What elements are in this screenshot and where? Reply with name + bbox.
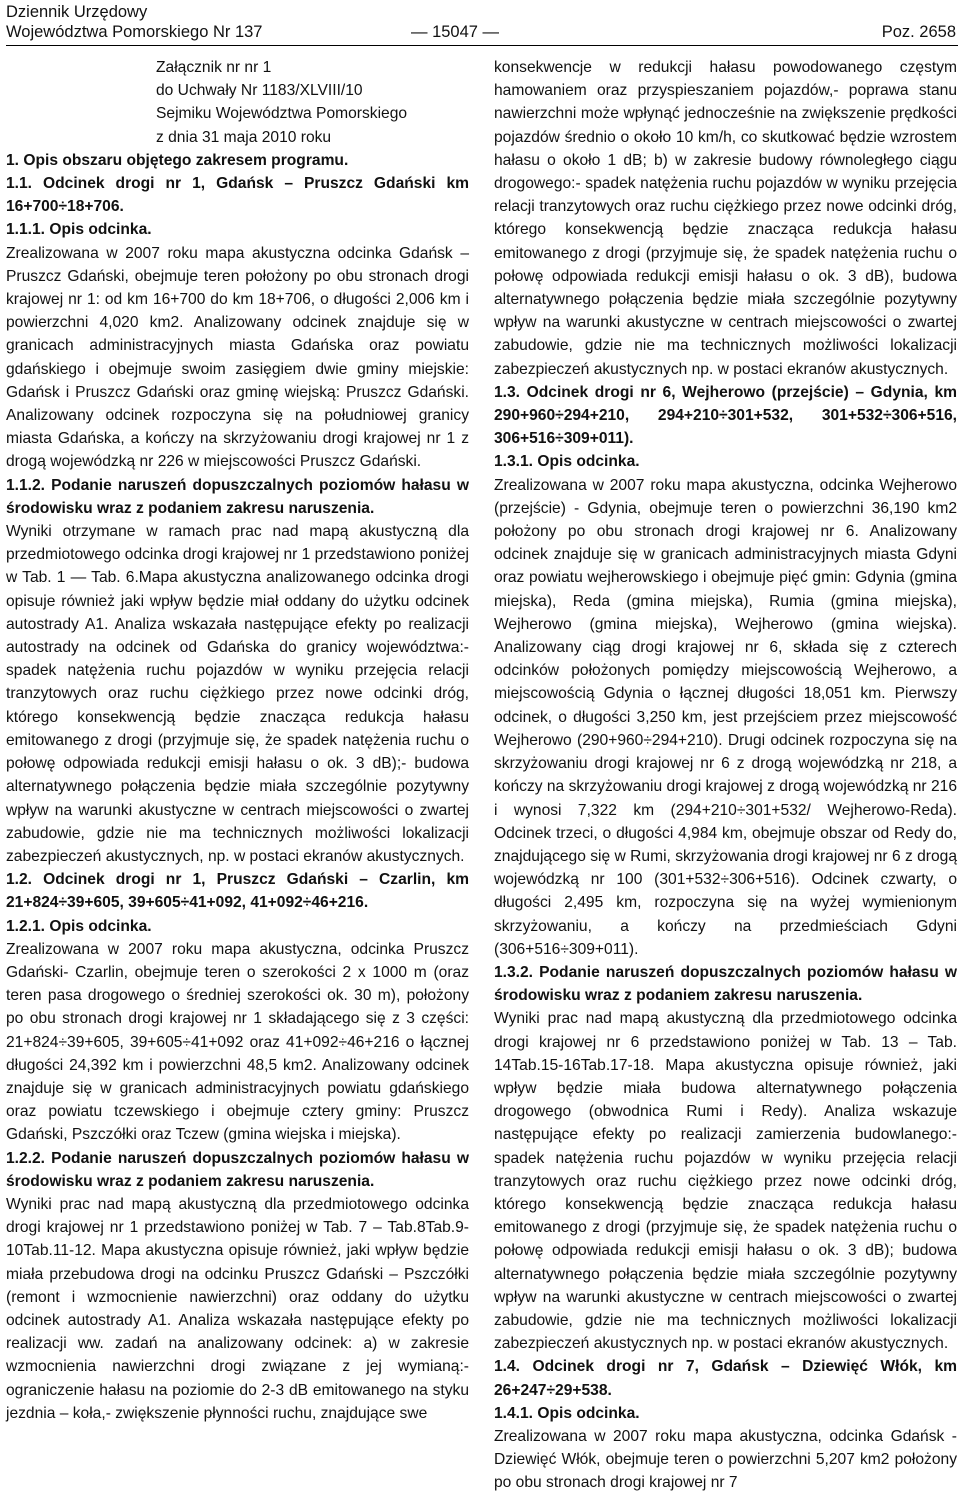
section-heading: 1.2. Odcinek drogi nr 1, Pruszcz Gdański – Czarlin, km 21+824÷39+605, 39+605÷41+092, 41+092÷46+216. — [6, 871, 469, 912]
section-heading: 1.3.1. Opis odcinka. — [494, 453, 640, 471]
journal-issue: Województwa Pomorskiego Nr 137 — [6, 23, 263, 41]
page-number: — 15047 — — [411, 23, 500, 41]
section-heading: 1.1. Odcinek drogi nr 1, Gdańsk – Pruszcz Gdański km 16+700÷18+706. — [6, 175, 469, 216]
section-heading: 1.3.2. Podanie naruszeń dopuszczalnych poziomów hałasu w środowisku wraz z podaniem zakresu naruszenia. — [494, 963, 957, 1005]
position-number: Poz. 2658 — [881, 23, 956, 41]
paragraph: Zrealizowana w 2007 roku mapa akustyczna, odcinka Wejherowo (przejście) - Gdynia, obejmuje teren o powierzchni 36,190 km2 położony po obu stronach drogi krajowej nr 6. Analizowany odcinek znajduje się w granicach administracyjnych miasta Gdyni oraz powiatu wejherowskiego i obejmuje pięć gmin: Gdynia (gmina miejska), Reda (gmina miejska), Rumia (gmina miejska), Wejherowo (gmina miejska), Wejherowo (gmina wiejska). Analizowany ciąg drogi krajowej nr 6, składa się z czterech odcinków położonych pomiędzy miejscowością Wejherowo, a miejscowością Gdynia o łącznej długości 18,051 km. Pierwszy odcinek, o długości 3,250 km, jest przejściem przez miejscowość Wejherowo (290+960÷294+210). Drugi odcinek rozpoczyna się na skrzyżowaniu drogi krajowej nr 6 z drogą wojewódzką nr 218, a kończy na skrzyżowaniu drogi krajowej z drogą wojewódzką nr 216 i wynosi 7,322 km (294+210÷301+532/ Wejherowo-Reda). Odcinek trzeci, o długości 4,984 km, obejmuje obszar od Redy do, znajdującego się w Rumi, skrzyżowania drogi krajowej nr 6 z drogą wojewódzką nr 100 (301+532÷306+516). Odcinek czwarty, o długości 2,495 km, rozpoczyna się na wyżej wymienionym skrzyżowaniu, a kończy na przedmieściach Gdyni (306+516÷309+011). — [494, 476, 957, 958]
paragraph: Zrealizowana w 2007 roku mapa akustyczna, odcinka Gdańsk - Dziewięć Włók, obejmuje teren o powierzchni 5,207 km2 położony po obu stronach drogi krajowej nr 7 — [494, 1427, 957, 1492]
section-heading: 1.1.2. Podanie naruszeń dopuszczalnych poziomów hałasu w środowisku wraz z podaniem zakresu naruszenia. — [6, 476, 469, 517]
attachment-line: Załącznik nr nr 1 — [156, 59, 272, 76]
section-heading: 1.4.1. Opis odcinka. — [494, 1404, 640, 1422]
header-rule — [6, 45, 958, 46]
left-column — [6, 56, 469, 1425]
right-column — [494, 56, 957, 1495]
page-header — [6, 0, 958, 46]
paragraph: Zrealizowana w 2007 roku mapa akustyczna, odcinka Pruszcz Gdański- Czarlin, obejmuje teren o szerokości 2 x 1000 m (oraz teren pasa drogowego o średniej szerokości ok. 30 m), położony po obu stronach drogi krajowej nr 1 składającego się z 3 części: 21+824÷39+605, 39+605÷41+092 oraz 41+092÷46+216 o łącznej długości 24,392 km i powierzchni 48,5 km2. Analizowany odcinek znajduje się w granicach administracyjnych powiatu gdańskiego oraz powiatu tczewskiego i obejmuje cztery gminy: Pruszcz Gdański, Pszczółki oraz Tczew (gmina wiejska i miejska). — [6, 940, 469, 1144]
attachment-line: do Uchwały Nr 1183/XLVIII/10 — [156, 82, 363, 100]
paragraph: konsekwencje w redukcji hałasu powodowanego częstym hamowaniem oraz przyspieszaniem pojazdów,- poprawa stanu nawierzchni może wpłynąć jednocześnie na zwiększenie prędkości pojazdów średnio o około 10 km/h, co skutkować będzie wzrostem hałasu o około 1 dB; b) w zakresie budowy równoległego ciągu drogowego:- spadek natężenia ruchu pojazdów w wyniku przejęcia relacji tranzytowych oraz ruchu ciężkiego przez nowe odcinki dróg, którego konsekwencją będzie znacząca redukcja hałasu emitowanego z drogi (przyjmuje się, że spadek natężenia ruchu o połowę odpowiada redukcji emisji hałasu o ok. 3 dB), budowa alternatywnego połączenia będzie miała szczególnie pozytywny wpływ na warunki akustyczne w centrach miejscowości o zwartej zabudowie, gdzie nie ma technicznych możliwości lokalizacji zabezpieczeń akustycznych np. w postaci ekranów akustycznych. — [494, 59, 957, 378]
section-heading: 1.4. Odcinek drogi nr 7, Gdańsk – Dziewięć Włók, km 26+247÷29+538. — [494, 1358, 957, 1399]
section-heading: 1.1.1. Opis odcinka. — [6, 221, 152, 239]
journal-title: Dziennik Urzędowy — [6, 3, 148, 21]
paragraph: Wyniki otrzymane w ramach prac nad mapą akustyczną dla przedmiotowego odcinka drogi krajowej nr 1 przedstawiono poniżej w Tab. 1 — Tab. 6.Mapa akustyczna analizowanego odcinka drogi opisuje również jaki wpływ będzie miał oddany do użytku odcinek autostrady A1. Analiza wskazała następujące efekty po realizacji autostrady na odcinek od Gdańska do granicy województwa:- spadek natężenia ruchu pojazdów w wyniku przejęcia relacji tranzytowych oraz ruchu ciężkiego przez nowe odcinki dróg, którego konsekwencją będzie znacząca redukcja hałasu emitowanego z drogi (przyjmuje się, że spadek natężenia ruchu o połowę odpowiada redukcji emisji hałasu o ok. 3 dB);- budowa alternatywnego połączenia będzie miała szczególnie pozytywny wpływ na warunki akustyczne w centrach miejscowości o zwartej zabudowie, gdzie nie ma technicznych możliwości lokalizacji zabezpieczeń akustycznych, np. w postaci ekranów akustycznych. — [6, 523, 469, 865]
section-heading: 1.2.1. Opis odcinka. — [6, 917, 152, 935]
section-heading: 1.3. Odcinek drogi nr 6, Wejherowo (przejście) – Gdynia, km 290+960÷294+210, 294+210÷301+532, 301+532÷306+516, 306+516÷309+011). — [494, 383, 957, 448]
section-heading: 1.2.2. Podanie naruszeń dopuszczalnych poziomów hałasu w środowisku wraz z podaniem zakresu naruszenia. — [6, 1149, 469, 1190]
attachment-line: z dnia 31 maja 2010 roku — [156, 128, 332, 146]
section-heading: 1. Opis obszaru objętego zakresem programu. — [6, 151, 349, 169]
attachment-line: Sejmiku Województwa Pomorskiego — [156, 105, 408, 123]
paragraph: Wyniki prac nad mapą akustyczną dla przedmiotowego odcinka drogi krajowej nr 6 przedstawiono poniżej w Tab. 13 – Tab. 14Tab.15-16Tab.17-18. Mapa akustyczna opisuje również, jaki wpływ będzie miała budowa alternatywnego połączenia drogowego (obwodnica Rumi i Redy). Analiza wskazuje następujące efekty po realizacji zamierzenia budowlanego:- spadek natężenia ruchu pojazdów w wyniku przejęcia relacji tranzytowych oraz ruchu ciężkiego przez nowe odcinki dróg, którego konsekwencją będzie znacząca redukcja hałasu emitowanego z drogi (przyjmuje się, że spadek natężenia ruchu o połowę odpowiada redukcji emisji hałasu o ok. 3 dB); budowa alternatywnego połączenia będzie miała szczególnie pozytywny wpływ na warunki akustyczne w centrach miejscowości o zwartej zabudowie, gdzie nie ma technicznych możliwości lokalizacji zabezpieczeń akustycznych np. w postaci ekranów akustycznych. — [494, 1010, 957, 1353]
paragraph: Wyniki prac nad mapą akustyczną dla przedmiotowego odcinka drogi krajowej nr 1 przedstawiono poniżej w Tab. 7 – Tab.8Tab.9-10Tab.11-12. Mapa akustyczna opisuje również, jaki wpływ będzie miała przebudowa drogi na odcinku Pruszcz Gdański – Pszczółki (remont i wzmocnienie nawierzchni) oraz oddany do użytku odcinek autostrady A1. Analiza wskazała następujące efekty po realizacji ww. zadań na analizowany odcinek: a) w zakresie wzmocnienia nawierzchni drogi związane z jej wymianą:- ograniczenie hałasu na poziomie do 2-3 dB emitowanego na styku jezdnia – koła,- zwiększenie płynności ruchu, znajdujące swe — [6, 1195, 469, 1422]
paragraph: Zrealizowana w 2007 roku mapa akustyczna odcinka Gdańsk – Pruszcz Gdański, obejmuje teren położony po obu stronach drogi krajowej nr 1: od km 16+700 do km 18+706, o długości 2,006 km i powierzchni 4,020 km2. Analizowany odcinek znajduje się w granicach administracyjnych miasta Gdańska oraz powiatu gdańskiego i obejmuje swoim zasięgiem dwie gminy miejskie: Gdańsk i Pruszcz Gdański oraz gminę wiejską: Pruszcz Gdański. Analizowany odcinek rozpoczyna się na południowej granicy miasta Gdańska, a kończy na skrzyżowaniu drogi krajowej nr 1 z drogą wojewódzką nr 226 w miejscowości Pruszcz Gdański. — [6, 244, 469, 471]
attachment-note — [156, 56, 469, 149]
